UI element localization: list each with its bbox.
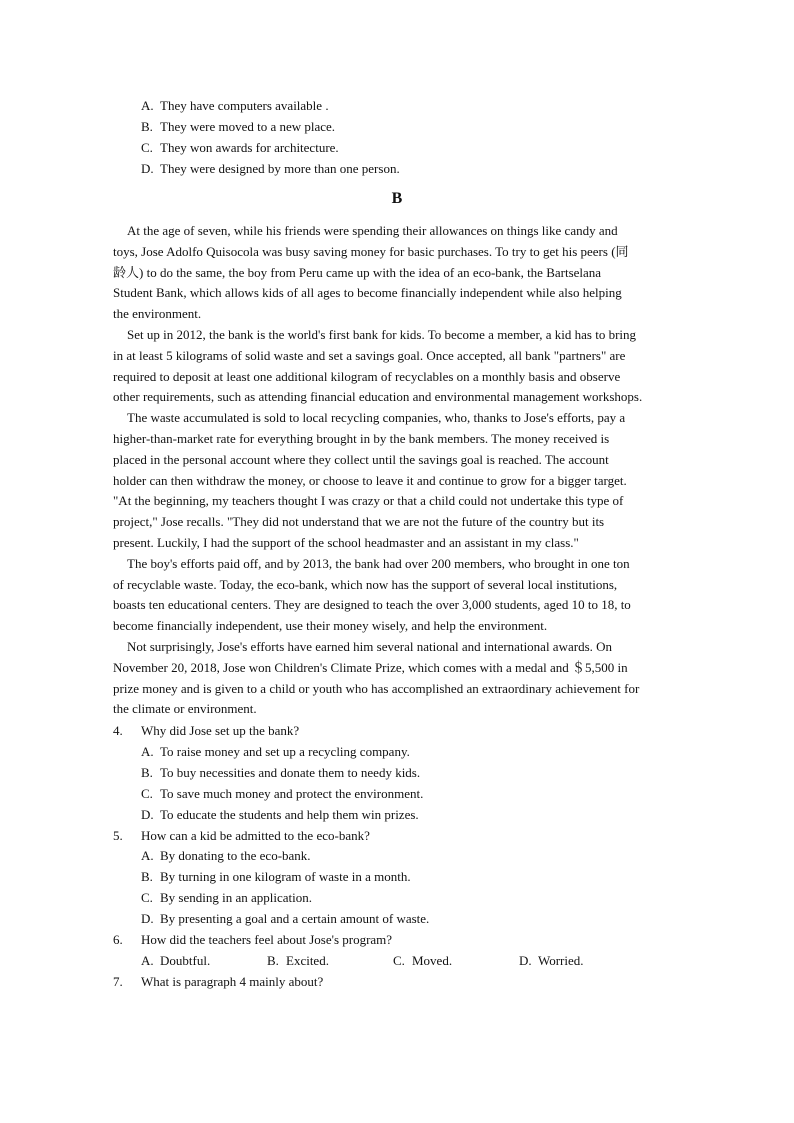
q3-option-b: B. They were moved to a new place.	[141, 119, 336, 134]
passage-line: November 20, 2018, Jose won Children's Climate Prize, which comes with a medal and ＄5,500 in	[113, 659, 628, 675]
q5-option-b: B. By turning in one kilogram of waste in a month.	[141, 869, 411, 884]
passage-line: holder can then withdraw the money, or choose to leave it and continue to grow for a bigger target.	[113, 472, 627, 488]
reading-passage	[113, 221, 688, 720]
question-4: 4. Why did Jose set up the bank?	[113, 723, 300, 738]
passage-line: The waste accumulated is sold to local recycling companies, who, thanks to Jose's efforts, pay a	[127, 410, 626, 426]
question-5: 5. How can a kid be admitted to the eco-bank?	[113, 828, 370, 843]
passage-line: in at least 5 kilograms of solid waste and set a savings goal. Once accepted, all bank "partners" are	[113, 347, 626, 363]
q5-option-d: D. By presenting a goal and a certain amount of waste.	[141, 911, 430, 926]
passage-line: 龄人) to do the same, the boy from Peru came up with the idea of an eco-bank, the Bartselana	[113, 264, 602, 280]
q3-option-c: C. They won awards for architecture.	[141, 140, 339, 155]
passage-line: boasts ten educational centers. They are designed to teach the over 3,000 students, aged 10 to 18, to	[113, 597, 631, 613]
passage-line: the environment.	[113, 306, 202, 322]
question-6: 6. How did the teachers feel about Jose's program?	[113, 932, 393, 947]
passage-line: The boy's efforts paid off, and by 2013, the bank had over 200 members, who brought in one ton	[127, 555, 630, 571]
question-7: 7. What is paragraph 4 mainly about?	[113, 974, 324, 989]
passage-line: higher-than-market rate for everything brought in by the bank members. The money received is	[113, 430, 610, 446]
q3-option-a: A. They have computers available .	[141, 98, 329, 113]
q4-option-a: A. To raise money and set up a recycling company.	[141, 744, 410, 759]
passage-line: become financially independent, use their money wisely, and help the environment.	[113, 618, 548, 634]
passage-line: project," Jose recalls. "They did not understand that we are not the future of the country but its	[113, 514, 605, 530]
passage-line: the climate or environment.	[113, 701, 257, 717]
q3-option-d: D. They were designed by more than one person.	[141, 161, 400, 176]
q4-option-d: D. To educate the students and help them win prizes.	[141, 807, 419, 822]
passage-line: toys, Jose Adolfo Quisocola was busy saving money for basic purchases. To try to get his peers (同	[113, 243, 629, 259]
passage-line: "At the beginning, my teachers thought I was crazy or that a child could not undertake this type of	[113, 493, 624, 509]
passage-line: Set up in 2012, the bank is the world's first bank for kids. To become a member, a kid has to bring	[127, 326, 637, 342]
q4-option-c: C. To save much money and protect the environment.	[141, 786, 424, 801]
q6-option-b: B. Excited.	[267, 953, 329, 968]
q6-option-d: D. Worried.	[519, 953, 584, 968]
section-heading: B	[391, 190, 403, 207]
q5-option-c: C. By sending in an application.	[141, 890, 313, 905]
q6-option-c: C. Moved.	[393, 953, 453, 968]
passage-line: present. Luckily, I had the support of the school headmaster and an assistant in my class."	[113, 534, 579, 550]
passage-line: Not surprisingly, Jose's efforts have earned him several national and international awards. On	[127, 638, 613, 654]
q5-option-a: A. By donating to the eco-bank.	[141, 848, 311, 863]
passage-line: of recyclable waste. Today, the eco-bank, which now has the support of several local institutions,	[113, 576, 618, 592]
q4-option-b: B. To buy necessities and donate them to needy kids.	[141, 765, 421, 780]
passage-line: prize money and is given to a child or youth who has accomplished an extraordinary achievement for	[113, 680, 640, 696]
passage-line: Student Bank, which allows kids of all ages to become financially independent while also helping	[113, 285, 622, 301]
passage-line: placed in the personal account where they collect until the savings goal is reached. The account	[113, 451, 609, 467]
q6-option-a: A. Doubtful.	[141, 953, 211, 968]
passage-line: other requirements, such as attending financial education and environmental management workshops.	[113, 389, 643, 405]
passage-line: required to deposit at least one additional kilogram of recyclables on a monthly basis and observe	[113, 368, 621, 384]
passage-line: At the age of seven, while his friends were spending their allowances on things like candy and	[127, 223, 618, 238]
